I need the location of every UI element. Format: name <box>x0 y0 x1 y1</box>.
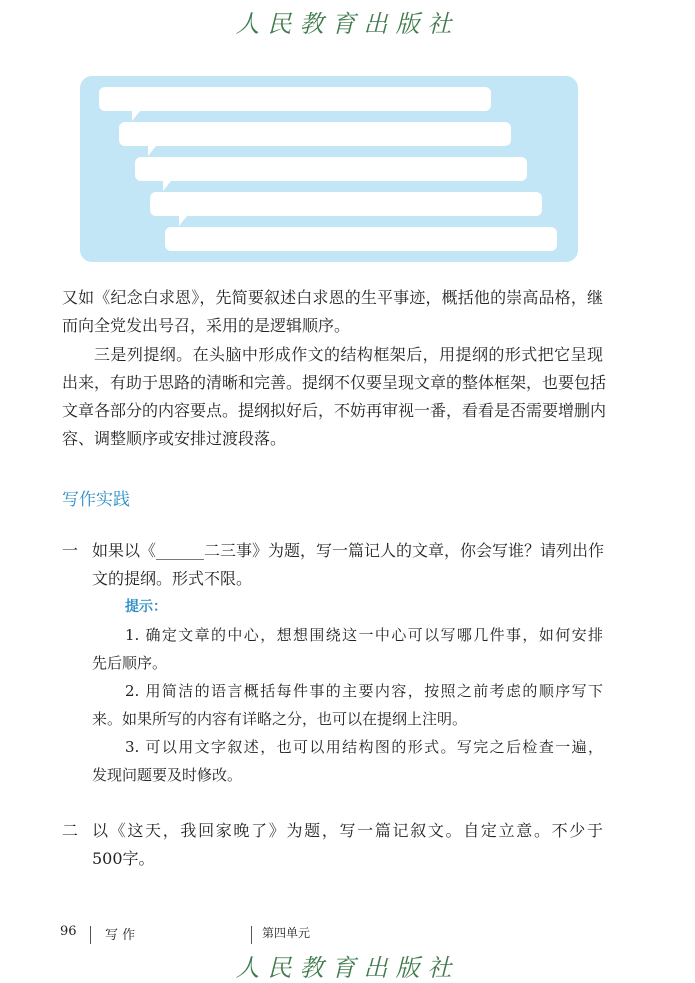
task-line: 500字。 <box>92 849 155 868</box>
footer-unit: 第四单元 <box>262 926 311 940</box>
speech-bubble <box>99 87 491 111</box>
bubble-tail <box>132 111 140 121</box>
task-line: 文的提纲。形式不限。 <box>92 569 253 588</box>
outline-speech-bubble-diagram <box>80 76 578 262</box>
paragraph-line: 文章各部分的内容要点。提纲拟好后，不妨再审视一番，看看是否需要增删内 <box>62 401 607 420</box>
task-line: 以《这天，我回家晚了》为题，写一篇记叙文。自定立意。不少于 <box>92 821 603 840</box>
divider <box>251 926 252 944</box>
task-number: 一 <box>62 541 79 560</box>
speech-bubble <box>150 192 542 216</box>
hint-line: 2. 用简洁的语言概括每件事的主要内容，按照之前考虑的顺序写下 <box>125 682 603 700</box>
hint-line: 1. 确定文章的中心，想想围绕这一中心可以写哪几件事，如何安排 <box>125 626 603 644</box>
speech-bubble <box>119 122 511 146</box>
publisher-logo-bottom: 人民教育出版社 <box>235 954 460 982</box>
hint-label: 提示： <box>125 599 167 615</box>
hint-line: 发现问题要及时修改。 <box>92 766 243 784</box>
task-number: 二 <box>62 821 79 840</box>
paragraph-line: 出来，有助于思路的清晰和完善。提纲不仅要呈现文章的整体框架，也要包括 <box>62 373 607 392</box>
hint-line: 来。如果所写的内容有详略之分，也可以在提纲上注明。 <box>92 710 468 728</box>
publisher-logo-top: 人民教育出版社 <box>235 10 460 38</box>
bubble-tail <box>148 146 156 156</box>
divider <box>90 926 91 944</box>
hint-line: 先后顺序。 <box>92 654 168 672</box>
speech-bubble <box>165 227 557 251</box>
task-line: 如果以《______二三事》为题，写一篇记人的文章，你会写谁？请列出作 <box>92 541 605 560</box>
paragraph-line: 三是列提纲。在头脑中形成作文的结构框架后，用提纲的形式把它呈现 <box>94 345 603 364</box>
paragraph-line: 而向全党发出号召，采用的是逻辑顺序。 <box>62 316 351 335</box>
paragraph-line: 又如《纪念白求恩》，先简要叙述白求恩的生平事迹，概括他的崇高品格，继 <box>62 288 603 307</box>
paragraph-line: 容、调整顺序或安排过渡段落。 <box>62 429 287 448</box>
hint-line: 3. 可以用文字叙述，也可以用结构图的形式。写完之后检查一遍， <box>125 738 603 756</box>
page-number: 96 <box>60 924 77 939</box>
speech-bubble <box>135 157 527 181</box>
footer-section: 写 作 <box>105 928 136 943</box>
section-heading: 写作实践 <box>62 490 130 510</box>
bubble-tail <box>163 181 171 191</box>
bubble-tail <box>179 216 187 226</box>
